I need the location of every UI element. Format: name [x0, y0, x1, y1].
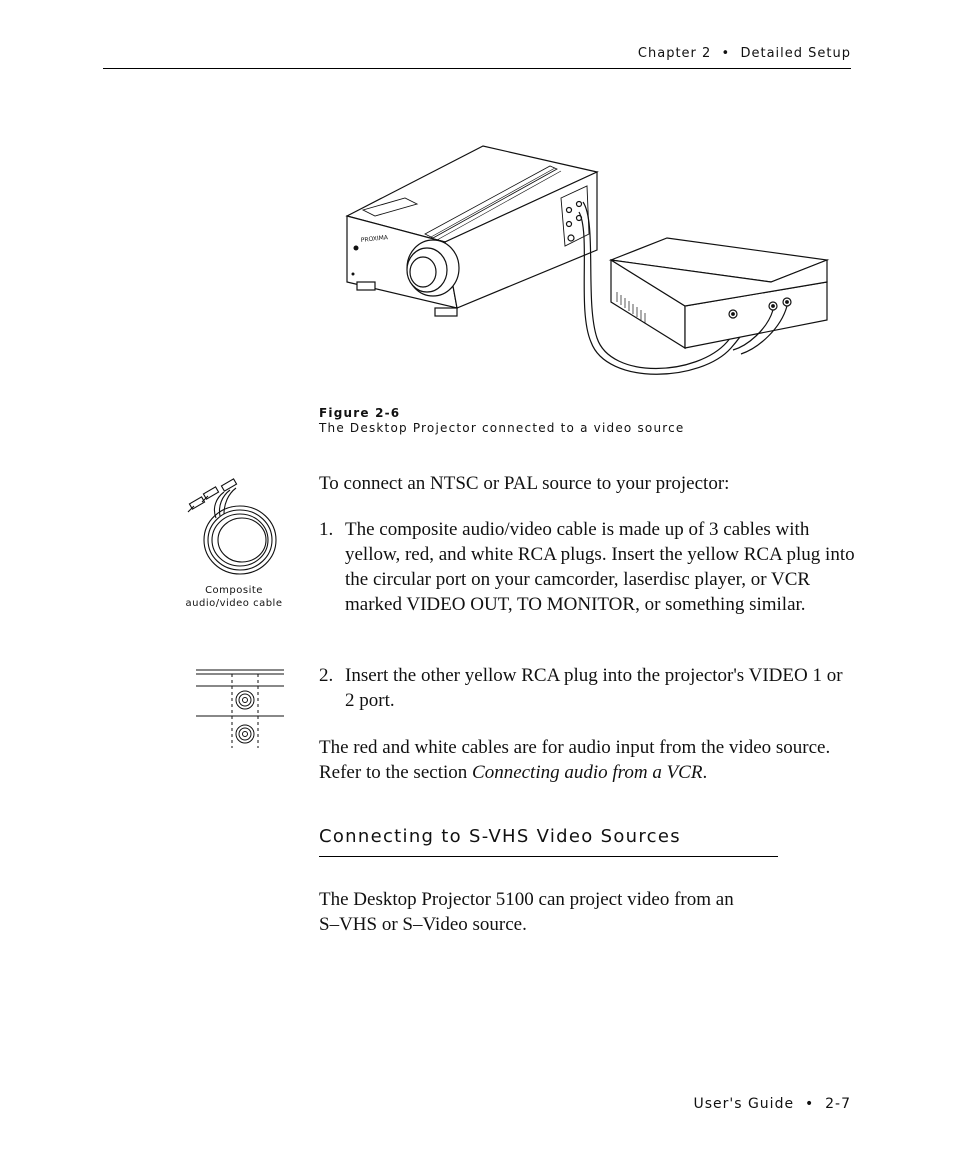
cable-caption [172, 584, 296, 610]
step-1-number: 1. [319, 519, 334, 540]
step-1-text: The composite audio/video cable is made up of 3 cables with yellow, red, and white RCA plugs. Insert the yellow RCA plug into the circular port on your camcorder, laserdisc player, or VCR marked VIDEO OUT, TO MONITOR, or something similar. [345, 519, 855, 615]
section-heading: Connecting to S-VHS Video Sources [319, 826, 681, 847]
svhs-paragraph [319, 887, 789, 937]
audio-note-suffix: . [702, 762, 708, 783]
composite-cable-illustration [182, 478, 286, 580]
projector-brand-label: PROXIMA [360, 234, 389, 244]
section-rule [319, 856, 778, 857]
running-head: Chapter 2 • Detailed Setup [637, 46, 851, 61]
step-2-text: Insert the other yellow RCA plug into the projector's VIDEO 1 or 2 port. [345, 665, 843, 711]
intro-paragraph: To connect an NTSC or PAL source to your projector: [319, 473, 730, 494]
svhs-paragraph-line1: The Desktop Projector 5100 can project video from an [319, 889, 734, 910]
svhs-paragraph-line2: S–VHS or S–Video source. [319, 914, 527, 935]
audio-note-paragraph [319, 735, 839, 785]
audio-note-prefix: The red and white cables are for audio input from the video source. Refer to the section [319, 737, 831, 783]
projector-connection-illustration [335, 142, 835, 390]
figure-caption-text: The Desktop Projector connected to a video source [319, 421, 685, 435]
step-2-number: 2. [319, 665, 334, 686]
page-footer: User's Guide • 2-7 [693, 1096, 851, 1112]
cable-caption-line2: audio/video cable [185, 598, 283, 609]
header-rule [103, 68, 851, 69]
audio-note-reference: Connecting audio from a VCR [472, 762, 703, 783]
video-ports-illustration [192, 668, 288, 752]
cable-caption-line1: Composite [205, 585, 263, 596]
figure-caption-title: Figure 2-6 [319, 406, 401, 420]
